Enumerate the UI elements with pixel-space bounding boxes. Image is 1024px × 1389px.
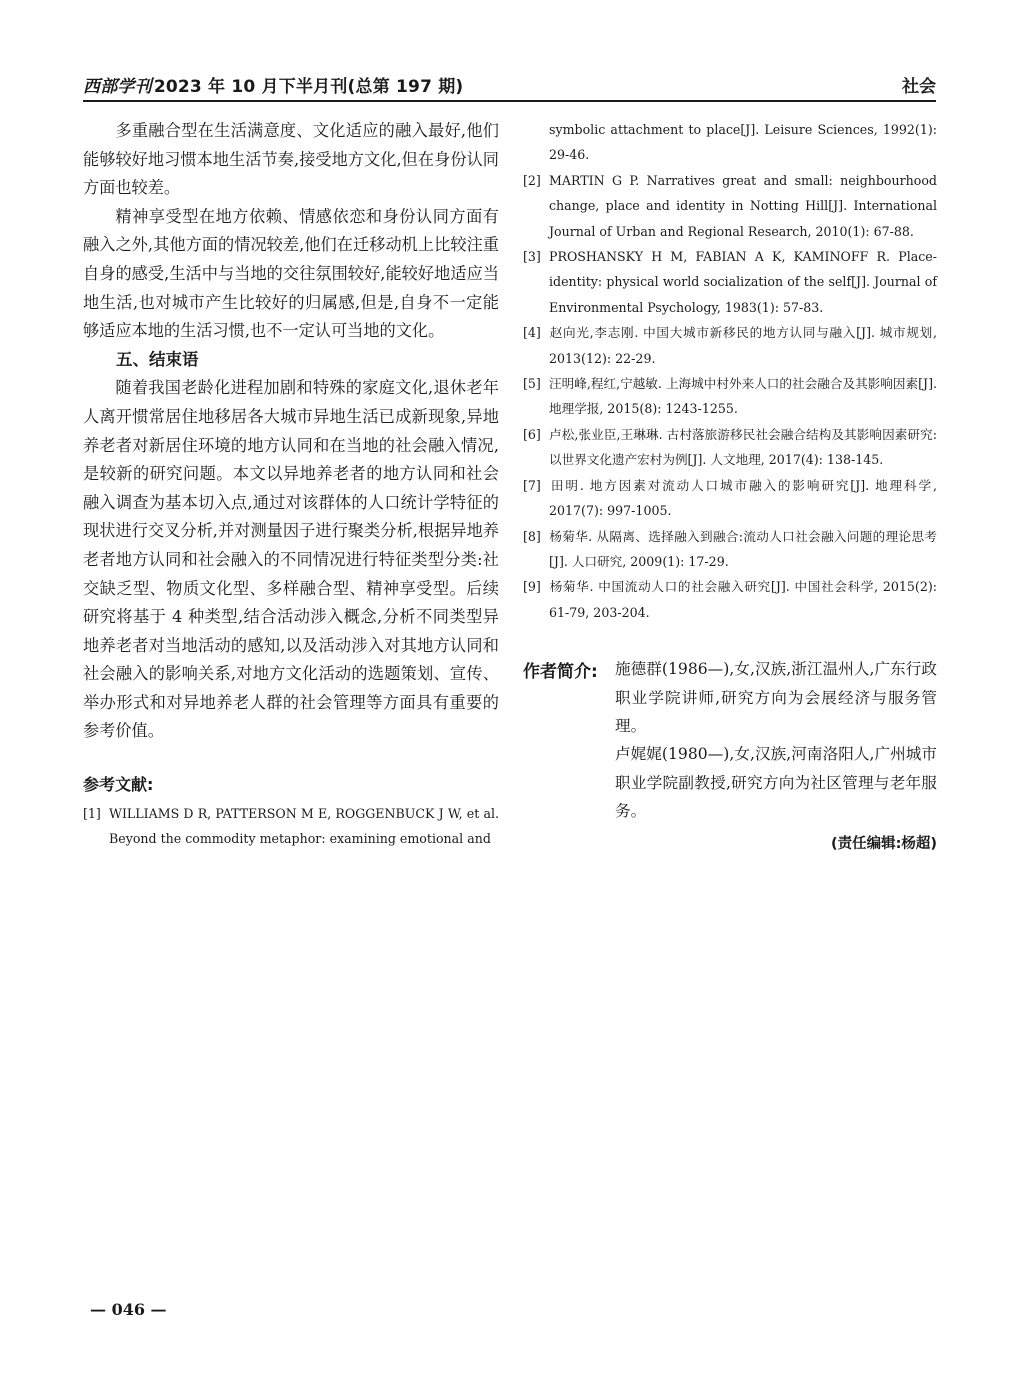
reference-number: [5] bbox=[523, 376, 541, 392]
reference-list bbox=[523, 168, 937, 625]
reference-item-1-continued: symbolic attachment to place[J]. Leisure Sciences, 1992(1): 29-46. bbox=[549, 122, 937, 163]
author-bio-1: 施德群(1986—),女,汉族,浙江温州人,广东行政职业学院讲师,研究方向为会展经济与服务管理。 bbox=[615, 660, 937, 735]
reference-text: WILLIAMS D R, PATTERSON M E, ROGGENBUCK J W, et al. Beyond the commodity metaphor: examining emotional and bbox=[109, 806, 499, 847]
section-heading-conclusion: 五、结束语 bbox=[116, 349, 199, 369]
reference-item bbox=[523, 574, 937, 625]
running-header bbox=[83, 70, 936, 102]
reference-item bbox=[523, 422, 937, 473]
reference-text: 杨菊华. 中国流动人口的社会融入研究[J]. 中国社会科学, 2015(2): 61-79, 203-204. bbox=[549, 579, 937, 620]
author-bio-text bbox=[615, 655, 937, 825]
journal-issue-line bbox=[83, 72, 463, 97]
author-bio bbox=[523, 655, 937, 825]
section-tag: 社会 bbox=[902, 77, 936, 97]
references-heading: 参考文献: bbox=[83, 775, 154, 795]
reference-item bbox=[523, 168, 937, 244]
reference-item bbox=[523, 371, 937, 422]
reference-number: [2] bbox=[523, 172, 541, 188]
paragraph-spiritual-enjoyment: 精神享受型在地方依赖、情感依恋和身份认同方面有融入之外,其他方面的情况较差,他们在迁移动机上比较注重自身的感受,生活中与当地的交往氛围较好,能较好地适应当地生活,也对城市产生比较好的归属感,但是,自身不一定能够适应本地的生活习惯,也不一定认可当地的文化。 bbox=[83, 206, 499, 341]
right-column bbox=[523, 117, 937, 853]
reference-text: PROSHANSKY H M, FABIAN A K, KAMINOFF R. Place-identity: physical world socialization of the self[J]. Journal of Environmental Psychology, 1983(1): 57-83. bbox=[549, 249, 937, 315]
issue-text: 2023 年 10 月下半月刊(总第 197 期) bbox=[153, 77, 464, 97]
reference-text: 卢松,张业臣,王琳琳. 古村落旅游移民社会融合结构及其影响因素研究:以世界文化遗产宏村为例[J]. 人文地理, 2017(4): 138-145. bbox=[549, 426, 937, 468]
reference-number: [7] bbox=[523, 477, 541, 493]
paragraph-conclusion: 随着我国老龄化进程加剧和特殊的家庭文化,退休老年人离开惯常居住地移居各大城市异地生活已成新现象,异地养老者对新居住环境的地方认同和在当地的社会融入情况,是较新的研究问题。本文以异地养老者的地方认同和社会融入调查为基本切入点,通过对该群体的人口统计学特征的现状进行交叉分析,并对测量因子进行聚类分析,根据异地养老者地方认同和社会融入的不同情况进行特征类型分类:社交缺乏型、物质文化型、多样融合型、精神享受型。后续研究将基于 4 种类型,结合活动涉入概念,分析不同类型异地养老者对当地活动的感知,以及活动涉入对其地方认同和社会融入的影响关系,对地方文化活动的选题策划、宣传、举办形式和对异地养老人群的社会管理等方面具有重要的参考价值。 bbox=[83, 378, 499, 741]
reference-text: 赵向光,李志刚. 中国大城市新移民的地方认同与融入[J]. 城市规划, 2013(12): 22-29. bbox=[549, 325, 937, 366]
reference-text: 汪明峰,程红,宁越敏. 上海城中村外来人口的社会融合及其影响因素[J]. 地理学报, 2015(8): 1243-1255. bbox=[549, 376, 937, 417]
reference-item bbox=[523, 524, 937, 575]
reference-number: [9] bbox=[523, 579, 541, 595]
reference-item bbox=[523, 244, 937, 320]
reference-item bbox=[523, 320, 937, 371]
responsible-editor: (责任编辑:杨超) bbox=[830, 835, 937, 852]
reference-number: [8] bbox=[523, 528, 541, 544]
reference-item bbox=[523, 473, 937, 524]
reference-number: [3] bbox=[523, 249, 541, 265]
paragraph-multi-fusion: 多重融合型在生活满意度、文化适应的融入最好,他们能够较好地习惯本地生活节奏,接受地方文化,但在身份认同方面也较差。 bbox=[83, 121, 499, 198]
author-bio-label: 作者简介: bbox=[523, 662, 598, 683]
journal-logo: 西部学刊 bbox=[83, 77, 152, 97]
reference-number: [6] bbox=[523, 426, 541, 442]
reference-text: 杨菊华. 从隔离、选择融入到融合:流动人口社会融入问题的理论思考[J]. 人口研究, 2009(1): 17-29. bbox=[549, 528, 937, 569]
left-column bbox=[83, 117, 499, 852]
author-bio-2: 卢娓娓(1980—),女,汉族,河南洛阳人,广州城市职业学院副教授,研究方向为社区管理与老年服务。 bbox=[615, 745, 937, 821]
reference-number: [1] bbox=[83, 806, 101, 822]
reference-text: MARTIN G P. Narratives great and small: neighbourhood change, place and identity in Notting Hill[J]. International Journal of Urban and Regional Research, 2010(1): 67-88. bbox=[549, 172, 937, 239]
reference-number: [4] bbox=[523, 325, 541, 341]
reference-item-1 bbox=[83, 801, 499, 852]
reference-text: 田明. 地方因素对流动人口城市融入的影响研究[J]. 地理科学, 2017(7): 997-1005. bbox=[549, 477, 937, 519]
page-number: — 046 — bbox=[90, 1300, 167, 1319]
